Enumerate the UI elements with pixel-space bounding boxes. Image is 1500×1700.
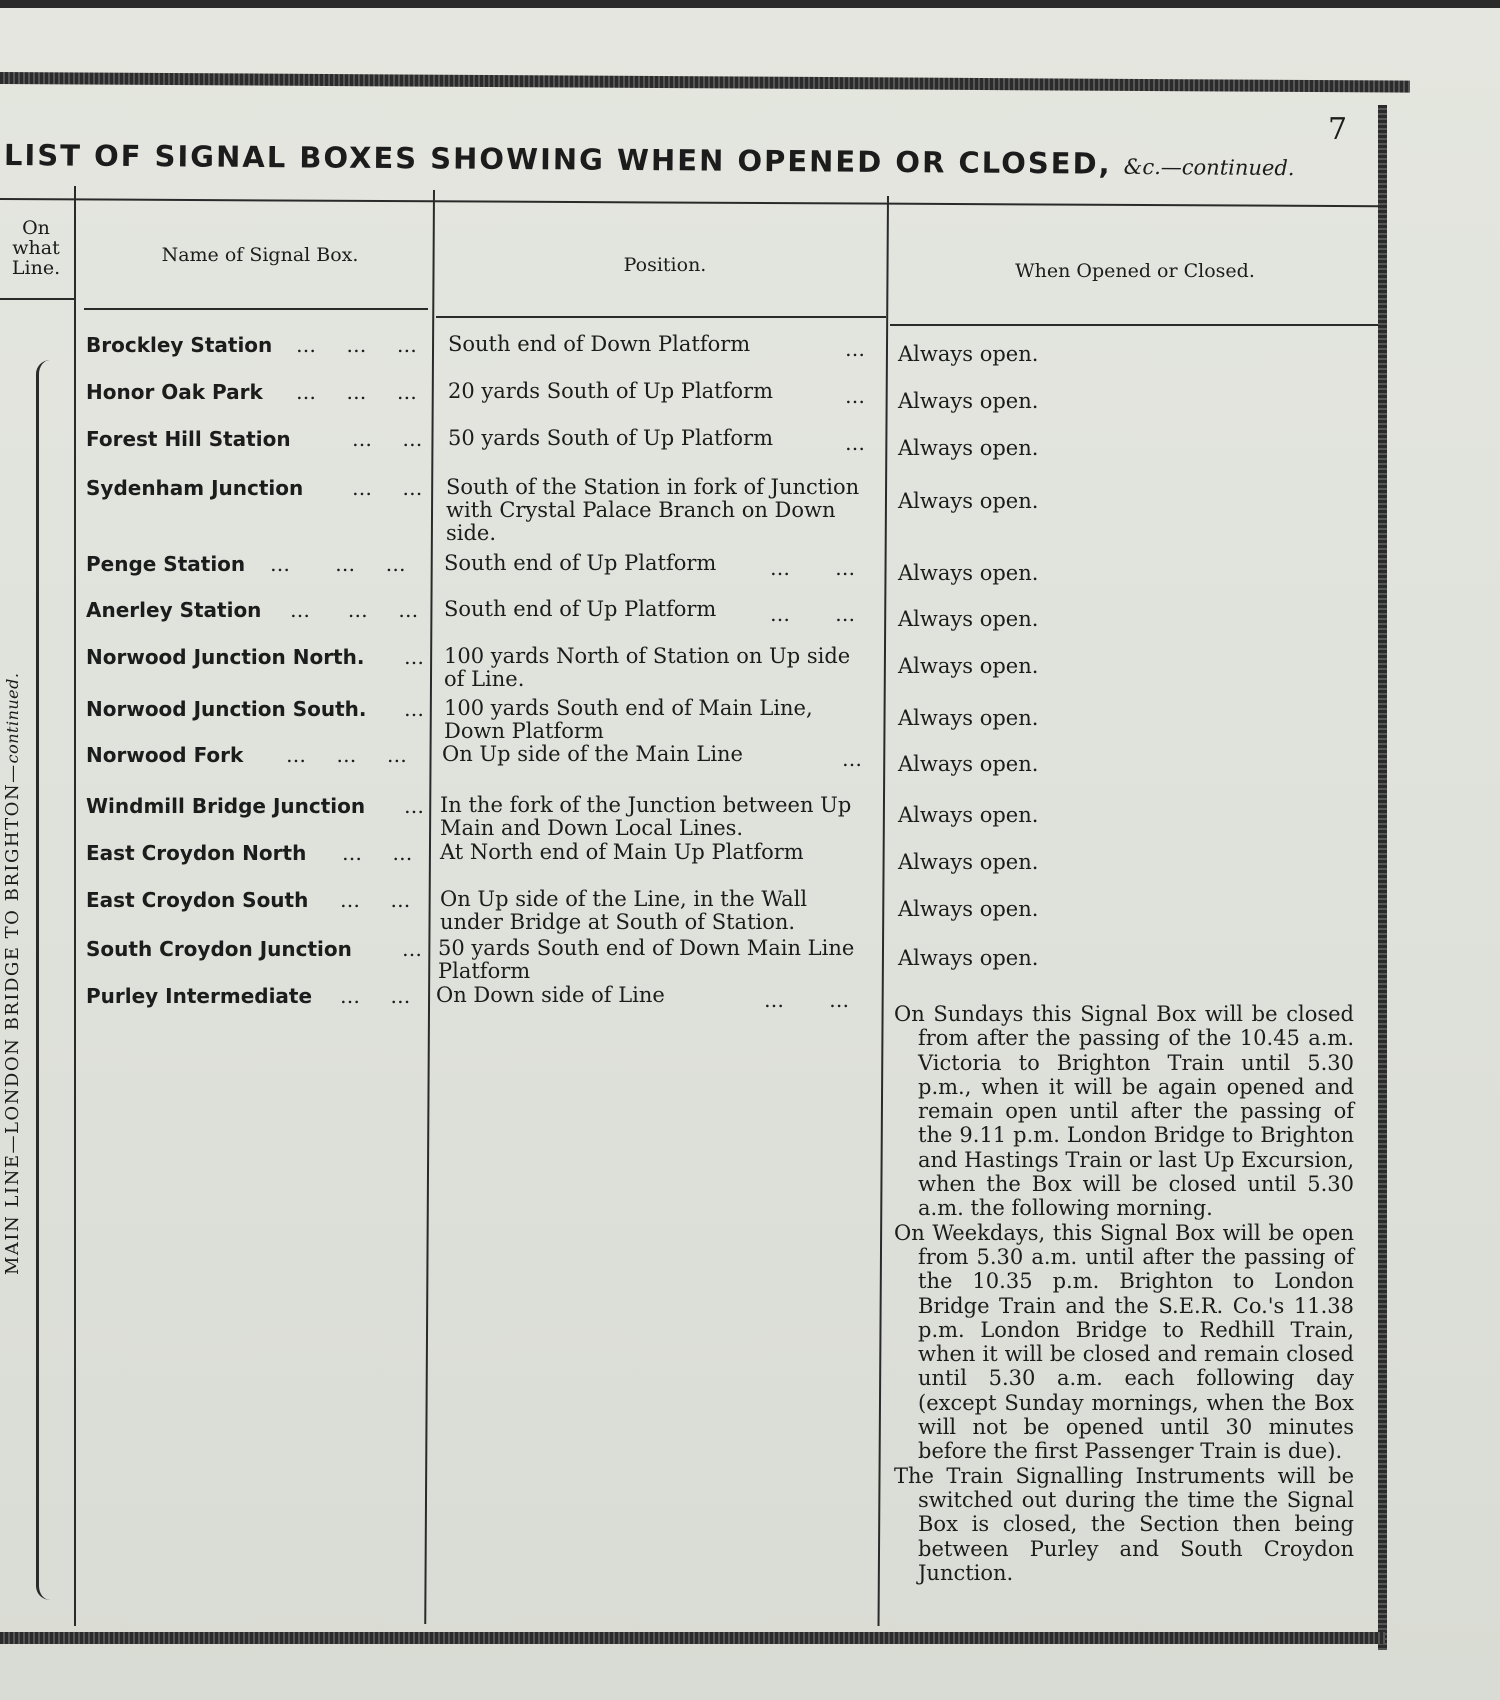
signal-box-name: Brockley Station [86,333,273,357]
signal-box-name: Forest Hill Station [86,427,291,451]
signal-box-name: Norwood Junction South. [86,697,367,721]
leader-dots: … [845,431,866,455]
position-text: South of the Station in fork of Junction with Crystal Palace Branch on Down side. [446,475,860,545]
leader-dots: … … … [290,598,420,622]
top-border-rule [0,72,1410,93]
leader-dots: … … … [270,552,407,576]
side-label-line [2,655,23,1275]
header-name: Name of Signal Box. [161,244,359,266]
when-text: Always open. [898,850,1039,874]
leader-dots: … [404,697,425,721]
leader-dots: … … [352,427,424,451]
when-text: Always open. [898,389,1039,413]
leader-dots: … … [352,476,424,500]
position-text: South end of Up Platform [444,597,717,621]
position-text: South end of Up Platform [444,551,717,575]
when-text: Always open. [898,706,1039,730]
leader-dots: … [402,937,423,961]
when-text: Always open. [898,654,1039,678]
when-text: Always open. [898,803,1039,827]
note-weekdays: On Weekdays, this Signal Box will be open from 5.30 a.m. until after the passing of the 10.35 p.m. Brighton to London Bridge Train and the S.E.R. Co.'s 11.38 p.m. London Bridge to Redhill Train, when it will be closed and remain closed until 5.30 a.m. each following day (except Sunday mornings, when the Box will not be opened until 30 minutes before the first Passenger Train is due). [894,1220,1354,1464]
bottom-border-rule [0,1632,1385,1644]
leader-dots: … [845,337,866,361]
position-text: 50 yards South of Up Platform [448,426,773,450]
column-rule-1 [74,186,76,1626]
position-text: On Down side of Line [436,983,665,1007]
when-text: Always open. [898,897,1039,921]
leader-dots: … … … [296,333,418,357]
leader-dots: … … … [286,743,408,767]
leader-dots: … [404,645,425,669]
position-text: 20 yards South of Up Platform [448,379,773,403]
when-text: Always open. [898,436,1039,460]
position-text: In the fork of the Junction between Up Main and Down Local Lines. [440,793,852,840]
signal-box-name: Norwood Fork [86,743,244,767]
line-header-underline [0,298,74,300]
signal-box-name: Sydenham Junction [86,476,304,500]
note-instruments: The Train Signalling Instruments will be switched out during the time the Signal Box is closed, the Section then being between Purley and South Croydon Junction. [894,1463,1354,1585]
leader-dots: … … [342,841,414,865]
leader-dots: … … [764,988,851,1012]
leader-dots: … … [340,888,412,912]
side-label-suffix: continued. [3,672,22,764]
leader-dots: … … [340,984,412,1008]
right-border-rule [1378,105,1387,1650]
header-line: On what Line. [11,217,61,279]
signal-box-name: East Croydon North [86,841,307,865]
page-title [4,138,1374,183]
position-text: South end of Down Platform [448,332,751,356]
when-text: Always open. [898,752,1039,776]
title-suffix: &c.—continued. [1123,154,1295,181]
signal-box-name: East Croydon South [86,888,309,912]
position-text: 50 yards South end of Down Main Line Platform [438,936,855,983]
when-text: Always open. [898,561,1039,585]
signal-box-name: Penge Station [86,552,246,576]
signal-box-name: Purley Intermediate [86,984,313,1008]
leader-dots: … [845,384,866,408]
leader-dots: … … [770,602,857,626]
leader-dots: … [404,794,425,818]
when-text: Always open. [898,342,1039,366]
leader-dots: … … [770,556,857,580]
purley-notes [894,1002,1354,1585]
position-header-underline [436,316,886,318]
page-top-edge [0,0,1500,8]
when-text: Always open. [898,607,1039,631]
position-text: At North end of Main Up Platform [440,840,804,864]
when-header-underline [890,324,1378,326]
line-bracket [36,360,57,1600]
column-rule-3 [878,196,889,1626]
leader-dots: … [842,747,863,771]
side-label-main: MAIN LINE—LONDON BRIDGE TO BRIGHTON— [2,763,23,1275]
name-header-underline [84,308,428,310]
leader-dots: … … … [296,380,418,404]
signal-box-name: Norwood Junction North. [86,645,365,669]
title-underline [0,198,1380,207]
position-text: On Up side of the Line, in the Wall under Bridge at South of Station. [440,887,808,934]
when-text: Always open. [898,489,1039,513]
header-when: When Opened or Closed. [1015,260,1255,282]
when-text: Always open. [898,946,1039,970]
header-position: Position. [623,254,707,276]
position-text: On Up side of the Main Line [442,742,743,766]
note-sundays: On Sundays this Signal Box will be closed from after the passing of the 10.45 a.m. Victoria to Brighton Train until 5.30 p.m., when it will be again opened and remain open until after the passing of the 9.11 p.m. London Bridge to Brighton and Hastings Train or last Up Excursion, when the Box will be closed until 5.30 a.m. the following morning. [894,1002,1354,1221]
page-number: 7 [1328,112,1348,147]
title-main: LIST OF SIGNAL BOXES SHOWING WHEN OPENED OR CLOSED, [3,138,1124,181]
signal-box-name: Windmill Bridge Junction [86,794,366,818]
signal-box-name: South Croydon Junction [86,937,352,961]
position-text: 100 yards North of Station on Up side of Line. [444,644,851,691]
signal-box-name: Honor Oak Park [86,380,263,404]
signal-box-name: Anerley Station [86,598,262,622]
position-text: 100 yards South end of Main Line, Down Platform [444,696,813,743]
